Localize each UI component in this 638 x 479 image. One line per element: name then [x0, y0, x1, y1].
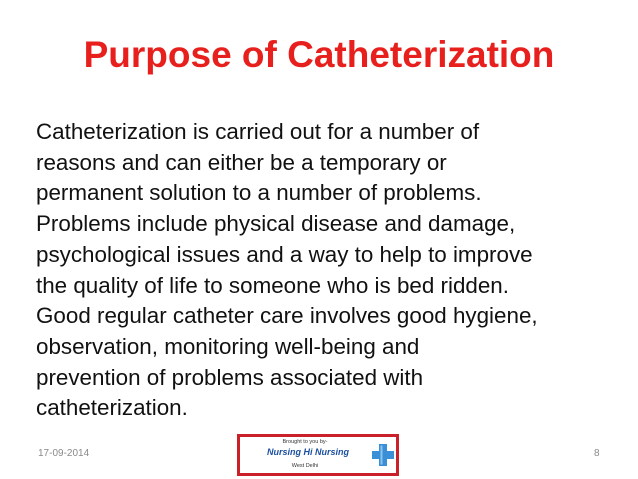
slide-title: Purpose of Catheterization: [83, 34, 555, 75]
body-line: permanent solution to a number of problems.: [36, 180, 482, 206]
body-line: psychological issues and a way to help to improve: [36, 241, 533, 267]
body-line: the quality of life to someone who is bed ridden.: [36, 272, 509, 298]
body-line: Problems include physical disease and damage,: [36, 211, 516, 237]
body-line: prevention of problems associated with: [36, 364, 424, 390]
logo-main-text: Nursing Hi Nursing: [266, 447, 349, 457]
body-line: Catheterization is carried out for a number of: [36, 119, 480, 144]
sponsor-logo: [237, 434, 399, 476]
medical-cross-icon: [372, 443, 394, 467]
page-number: 8: [594, 448, 600, 459]
body-line: Good regular catheter care involves good hygiene,: [36, 303, 538, 329]
body-line: catheterization.: [36, 395, 188, 421]
logo-top-text: Brought to you by-: [282, 439, 328, 445]
logo-bottom-text: West Delhi: [291, 463, 319, 469]
body-line: observation, monitoring well-being and: [36, 333, 420, 359]
body-line: reasons and can either be a temporary or: [36, 149, 447, 175]
footer-date: 17-09-2014: [38, 448, 90, 459]
slide-body: [36, 117, 631, 424]
